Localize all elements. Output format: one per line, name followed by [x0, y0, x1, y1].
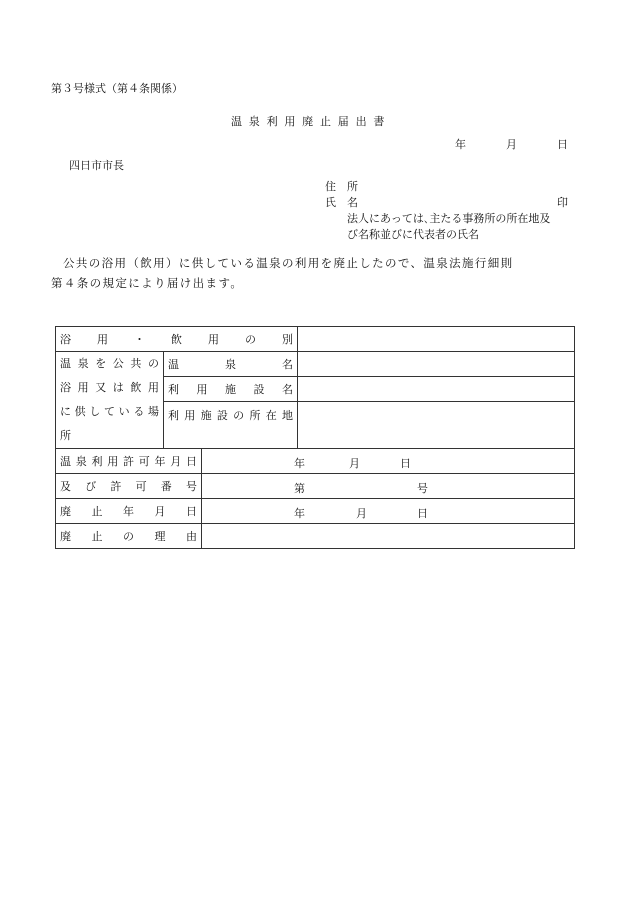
seal-mark: 印 [557, 196, 568, 209]
bath-drink-label: 浴用・飲用の別 [56, 327, 298, 352]
facility-name-field[interactable] [298, 377, 575, 402]
bath-drink-value-field[interactable] [298, 327, 575, 352]
hot-spring-name-label: 温泉名 [164, 352, 298, 377]
date-month-label: 月 [506, 138, 517, 151]
abolish-reason-field[interactable] [202, 524, 575, 549]
table-row [56, 449, 575, 474]
permit-number-label: 及び許可番号 [56, 474, 202, 499]
table-row [56, 474, 575, 499]
abolish-date-label: 廃止年月日 [56, 499, 202, 524]
table-row [56, 352, 575, 377]
addressee: 四日市市長 [69, 159, 124, 172]
report-table [55, 326, 575, 549]
table-row [56, 327, 575, 352]
permit-number-field[interactable]: 第 号 [202, 474, 575, 499]
name-label: 氏 名 [325, 196, 358, 209]
body-text-line1: 公共の浴用（飲用）に供している温泉の利用を廃止したので、温泉法施行細則 [63, 256, 514, 270]
page-title: 温 泉 利 用 廃 止 届 出 書 [231, 115, 387, 128]
facility-name-label: 利用施設名 [164, 377, 298, 402]
body-text-line2: 第４条の規定により届け出ます。 [51, 276, 244, 290]
permit-date-field[interactable]: 年 月 日 [202, 449, 575, 474]
location-group-label: 温泉を公共の 浴用又は飲用 に供している場 所 [56, 352, 164, 449]
corp-note-line2: び名称並びに代表者の氏名 [347, 228, 479, 241]
date-day-label: 日 [557, 138, 568, 151]
hot-spring-name-field[interactable] [298, 352, 575, 377]
permit-date-label: 温泉利用許可年月日 [56, 449, 202, 474]
table-row [56, 499, 575, 524]
form-number: 第３号様式（第４条関係） [51, 82, 183, 95]
facility-location-field[interactable] [298, 402, 575, 449]
corp-note-line1: 法人にあっては､主たる事務所の所在地及 [347, 212, 551, 225]
facility-location-label: 利用施設の所在地 [164, 402, 298, 449]
table-row [56, 524, 575, 549]
address-label: 住 所 [325, 180, 358, 193]
date-year-label: 年 [455, 138, 466, 151]
abolish-date-field[interactable]: 年 月 日 [202, 499, 575, 524]
abolish-reason-label: 廃止の理由 [56, 524, 202, 549]
